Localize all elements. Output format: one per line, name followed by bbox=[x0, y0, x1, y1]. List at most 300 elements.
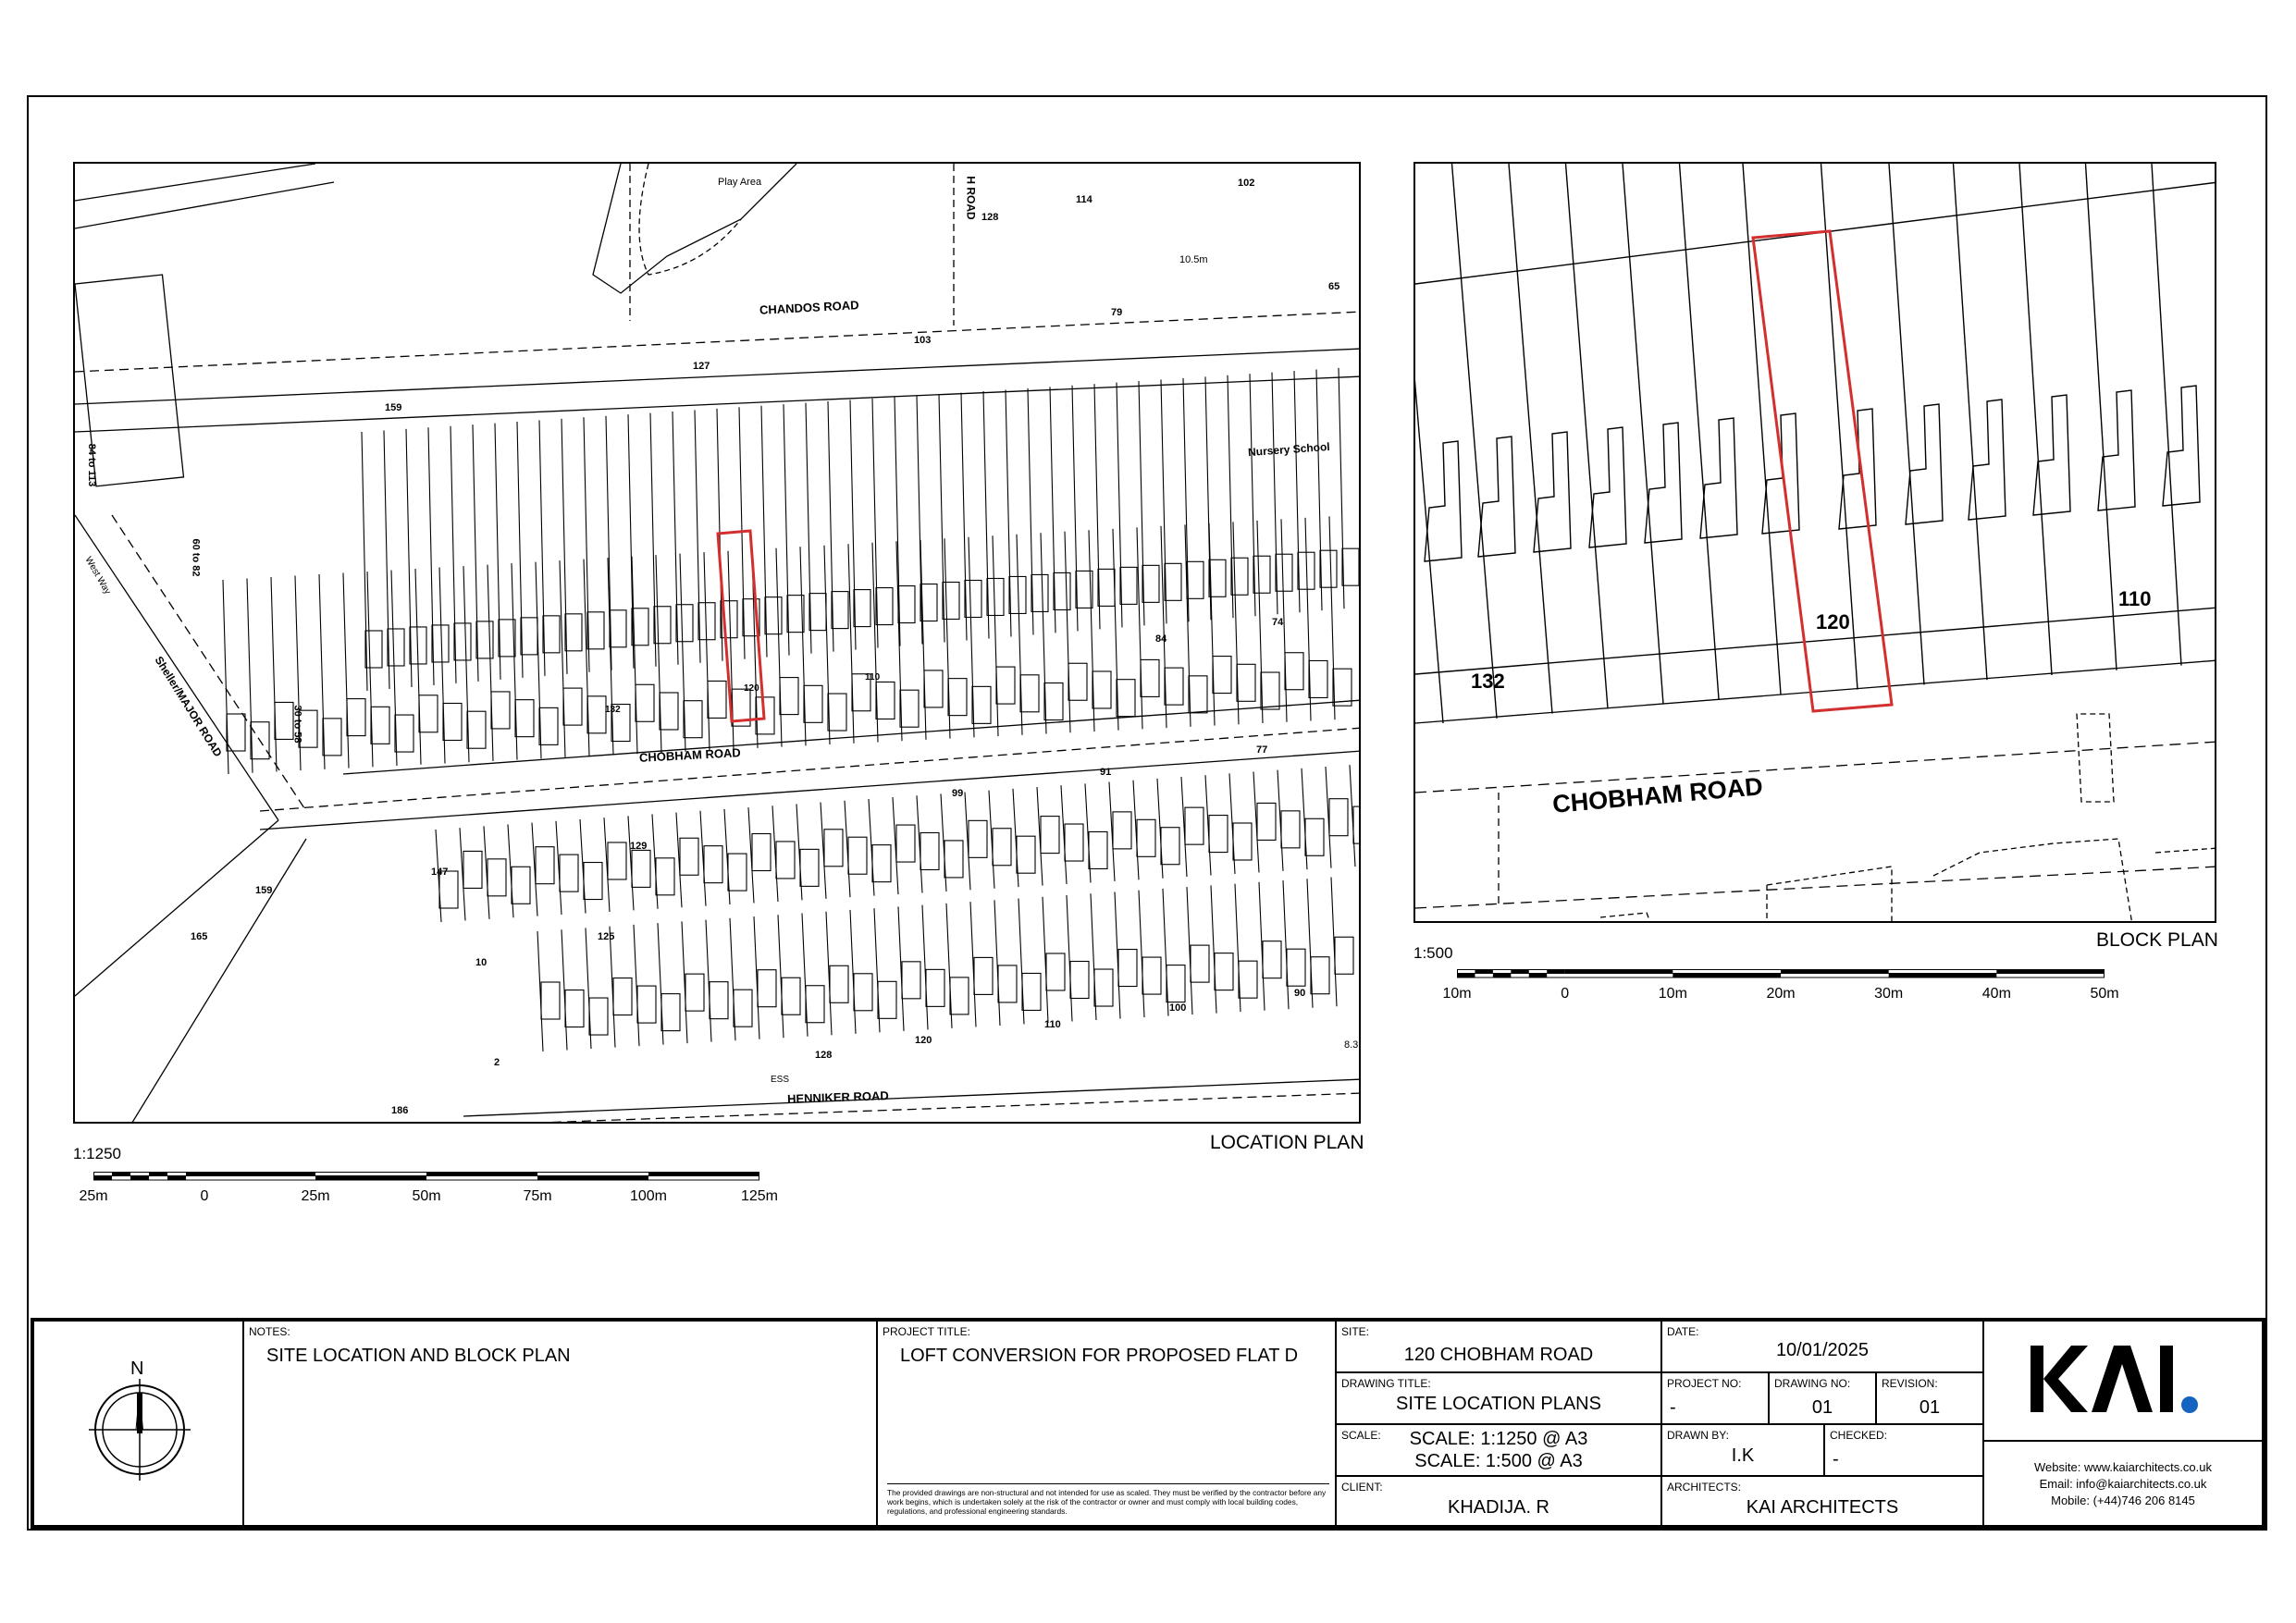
building-footprint bbox=[920, 832, 939, 869]
plot-boundary bbox=[826, 912, 832, 1036]
plot-boundary bbox=[319, 574, 325, 769]
building-footprint bbox=[275, 702, 293, 739]
building-footprint bbox=[661, 994, 680, 1031]
building-footprint bbox=[1165, 563, 1181, 600]
plot-boundary bbox=[586, 928, 591, 1049]
plot-boundary bbox=[1211, 885, 1216, 1013]
building-footprint bbox=[1022, 973, 1041, 1010]
plot-boundary bbox=[872, 543, 878, 743]
building-footprint bbox=[463, 851, 482, 888]
plot-boundary bbox=[415, 569, 421, 765]
plot-boundary bbox=[983, 391, 989, 638]
block-house-120: 120 bbox=[1816, 610, 1850, 633]
plot-boundary bbox=[1133, 781, 1139, 880]
architects-cell bbox=[1660, 1475, 1984, 1527]
building-footprint bbox=[1142, 957, 1161, 994]
plot-boundary bbox=[604, 818, 610, 912]
date-label: DATE: bbox=[1667, 1325, 1699, 1338]
building-footprint bbox=[950, 977, 969, 1014]
site-label: SITE: bbox=[1341, 1325, 1370, 1338]
plot-boundary bbox=[706, 920, 711, 1042]
date-cell bbox=[1660, 1320, 1984, 1373]
drawing-no-label: DRAWING NO: bbox=[1774, 1377, 1851, 1390]
architects-value: KAI ARCHITECTS bbox=[1746, 1497, 1899, 1518]
building-footprint bbox=[347, 699, 365, 736]
plot-boundary bbox=[680, 554, 685, 752]
drawing-title-value: SITE LOCATION PLANS bbox=[1396, 1394, 1601, 1414]
house-10: 10 bbox=[475, 957, 488, 968]
revision-value: 01 bbox=[1919, 1397, 1941, 1418]
plot-boundary bbox=[800, 547, 806, 745]
building-footprint bbox=[632, 850, 650, 887]
building-footprint bbox=[828, 694, 846, 731]
plot-boundary bbox=[517, 422, 523, 678]
plot-boundary bbox=[223, 580, 228, 774]
building-footprint bbox=[1117, 680, 1135, 717]
drawn-by-label: DRAWN BY: bbox=[1667, 1429, 1729, 1442]
plot-boundary bbox=[1157, 779, 1163, 879]
plot-boundary bbox=[824, 546, 830, 744]
scalebar-segment bbox=[130, 1175, 149, 1180]
project-title-cell bbox=[876, 1320, 1337, 1527]
plot-boundary bbox=[1305, 518, 1311, 721]
plot-boundary bbox=[682, 921, 687, 1043]
plot-boundary bbox=[495, 424, 500, 680]
site-value: 120 CHOBHAM ROAD bbox=[1403, 1345, 1594, 1365]
house-102: 102 bbox=[1238, 178, 1255, 189]
plot-boundary bbox=[1017, 535, 1022, 735]
plot-boundary bbox=[1043, 897, 1048, 1023]
plot-boundary bbox=[772, 805, 778, 902]
building-footprint bbox=[1046, 953, 1065, 990]
plot-boundary bbox=[939, 394, 944, 642]
plot-boundary bbox=[1094, 384, 1100, 629]
building-footprint bbox=[1305, 818, 1324, 855]
building-footprint bbox=[854, 974, 872, 1011]
plot-boundary bbox=[271, 577, 277, 771]
building-footprint bbox=[728, 854, 747, 891]
building-footprint bbox=[1068, 663, 1087, 700]
plot-boundary bbox=[460, 828, 465, 920]
scalebar-tick-label: 0 bbox=[200, 1188, 209, 1204]
house-147: 147 bbox=[431, 867, 449, 878]
building-footprint bbox=[584, 863, 602, 900]
building-footprint bbox=[776, 842, 795, 879]
house-100: 100 bbox=[1169, 1002, 1187, 1014]
house-127: 127 bbox=[693, 361, 710, 372]
building-footprint bbox=[752, 834, 771, 871]
plot-boundary bbox=[428, 427, 434, 685]
plot-boundary bbox=[970, 902, 976, 1027]
block-plot-boundary bbox=[1566, 164, 1609, 708]
project-no-label: PROJECT NO: bbox=[1667, 1377, 1742, 1390]
block-house-110: 110 bbox=[2118, 587, 2152, 610]
building-footprint bbox=[804, 685, 822, 722]
plot-boundary bbox=[1209, 523, 1215, 726]
plot-boundary bbox=[1072, 386, 1078, 632]
building-footprint bbox=[587, 612, 604, 649]
house-74: 74 bbox=[1272, 617, 1284, 628]
house-110b: 110 bbox=[1044, 1019, 1061, 1030]
house-159a: 159 bbox=[385, 402, 402, 413]
plot-boundary bbox=[730, 918, 735, 1040]
building-footprint bbox=[1281, 811, 1300, 848]
plot-boundary bbox=[1137, 527, 1142, 729]
drawing-no-value: 01 bbox=[1811, 1397, 1833, 1418]
block-building-footprint bbox=[1969, 400, 2006, 520]
building-footprint bbox=[926, 969, 944, 1006]
scale-label: SCALE: bbox=[1341, 1429, 1381, 1442]
building-footprint bbox=[1031, 574, 1048, 611]
building-footprint bbox=[1287, 949, 1305, 986]
project-title-value: LOFT CONVERSION FOR PROPOSED FLAT D bbox=[900, 1346, 1299, 1366]
nursery-school-label: Nursery School bbox=[1247, 439, 1331, 460]
house-128b: 128 bbox=[815, 1050, 833, 1061]
plot-boundary bbox=[802, 914, 808, 1037]
building-footprint bbox=[467, 711, 486, 748]
plot-boundary bbox=[944, 538, 950, 738]
plot-boundary bbox=[1115, 891, 1120, 1018]
building-footprint bbox=[1189, 676, 1207, 713]
building-footprint bbox=[512, 867, 530, 904]
block-road-label: CHOBHAM ROAD bbox=[1551, 772, 1764, 818]
building-footprint bbox=[1054, 572, 1070, 609]
plot-boundary bbox=[872, 399, 878, 648]
block-plot-boundary bbox=[1743, 164, 1781, 695]
road-north-edge bbox=[1415, 742, 2216, 793]
checked-label: CHECKED: bbox=[1830, 1429, 1888, 1442]
scalebar-segment bbox=[93, 1175, 112, 1180]
building-footprint bbox=[758, 970, 776, 1007]
plot-boundary bbox=[704, 552, 710, 750]
building-footprint bbox=[1113, 812, 1131, 849]
major-road-edge bbox=[75, 515, 278, 820]
building-footprint bbox=[563, 688, 582, 725]
building-footprint bbox=[565, 990, 584, 1027]
house-60to82: 60 to 82 bbox=[190, 538, 202, 577]
building-footprint bbox=[1333, 669, 1352, 706]
plot-boundary bbox=[1139, 891, 1144, 1017]
plot-boundary bbox=[1139, 381, 1144, 625]
plot-boundary bbox=[439, 568, 445, 764]
plot-boundary bbox=[1041, 533, 1046, 733]
scalebar-segment bbox=[1889, 973, 1997, 977]
building-footprint bbox=[432, 625, 449, 662]
block-plot-boundary bbox=[1509, 164, 1552, 714]
plot-boundary bbox=[1331, 878, 1337, 1007]
building-footprint bbox=[734, 990, 752, 1027]
building-footprint bbox=[1209, 559, 1226, 596]
plot-boundary bbox=[806, 403, 811, 654]
disclaimer-text: The provided drawings are non-structural and not intended for use as scaled. They must be verified by the contractor before any work begins, which is undertaken solely at the risk of the contractor or owner and must comply with local building codes, regulations, and professional engineering standards. bbox=[887, 1483, 1329, 1516]
building-footprint bbox=[969, 820, 987, 857]
building-footprint bbox=[898, 586, 915, 623]
scalebar-tick-label: 25m bbox=[79, 1188, 108, 1204]
plot-boundary bbox=[512, 563, 517, 760]
building-footprint bbox=[710, 982, 728, 1019]
plot-boundary bbox=[1278, 770, 1283, 871]
title-block bbox=[31, 1318, 2265, 1529]
frontage-line bbox=[1415, 660, 2216, 723]
building-footprint bbox=[637, 986, 656, 1023]
building-footprint bbox=[499, 620, 515, 657]
house-165: 165 bbox=[191, 931, 208, 942]
plot-boundary bbox=[610, 927, 615, 1048]
block-plot-boundary bbox=[2086, 164, 2117, 670]
block-plot-boundary bbox=[1415, 164, 1443, 723]
road-h-label: H ROAD bbox=[964, 176, 978, 220]
plot-boundary bbox=[1257, 521, 1263, 723]
building-footprint bbox=[1285, 653, 1303, 690]
plot-boundary bbox=[695, 410, 700, 662]
house-65: 65 bbox=[1328, 281, 1340, 292]
block-plan-drawing bbox=[1415, 164, 2216, 923]
plot-boundary bbox=[628, 816, 634, 910]
scalebar-segment bbox=[1493, 973, 1511, 977]
plot-boundary bbox=[1161, 379, 1167, 623]
north-arrow-icon bbox=[89, 1379, 191, 1481]
plot-boundary bbox=[1065, 532, 1070, 732]
building-footprint bbox=[1239, 961, 1257, 998]
building-footprint bbox=[872, 845, 891, 882]
plot-boundary bbox=[1272, 373, 1278, 615]
plot-boundary bbox=[1085, 783, 1091, 882]
contact-cell bbox=[1982, 1440, 2264, 1527]
building-footprint bbox=[824, 830, 843, 867]
scalebar-tick-label: 50m bbox=[2090, 986, 2119, 1002]
plot-boundary bbox=[451, 426, 456, 683]
plot-boundary bbox=[700, 811, 706, 906]
plot-boundary bbox=[658, 923, 663, 1044]
building-footprint bbox=[610, 610, 626, 647]
client-label: CLIENT: bbox=[1341, 1481, 1383, 1494]
scalebar-segment bbox=[1457, 973, 1475, 977]
building-footprint bbox=[972, 686, 991, 723]
building-footprint bbox=[1261, 672, 1279, 709]
building-footprint bbox=[676, 605, 693, 642]
scale-cell bbox=[1335, 1423, 1662, 1477]
building-footprint bbox=[589, 998, 608, 1035]
building-footprint bbox=[1165, 668, 1183, 705]
house-90: 90 bbox=[1294, 988, 1306, 999]
plot-boundary bbox=[922, 905, 928, 1030]
scale-value-2: SCALE: 1:500 @ A3 bbox=[1414, 1451, 1583, 1471]
building-footprint bbox=[685, 974, 704, 1011]
building-footprint bbox=[636, 684, 654, 721]
plot-boundary bbox=[537, 931, 543, 1051]
plot-boundary bbox=[1006, 389, 1011, 636]
block-building-footprint bbox=[1425, 441, 1462, 561]
block-plot-boundary bbox=[2019, 164, 2052, 675]
building-footprint bbox=[521, 618, 537, 655]
plot-boundary bbox=[946, 904, 952, 1028]
plot-boundary bbox=[1229, 773, 1235, 874]
building-footprint bbox=[1276, 554, 1292, 591]
building-footprint bbox=[998, 965, 1017, 1002]
plot-boundary bbox=[362, 432, 367, 691]
plot-boundary bbox=[584, 417, 589, 672]
building-footprint bbox=[488, 859, 506, 896]
building-footprint bbox=[419, 695, 438, 732]
building-footprint bbox=[965, 580, 981, 617]
plot-boundary bbox=[539, 420, 545, 675]
plot-boundary bbox=[1326, 767, 1331, 868]
house-120: 120 bbox=[744, 683, 759, 694]
plot-boundary bbox=[776, 548, 782, 747]
client-value: KHADIJA. R bbox=[1447, 1497, 1550, 1518]
plot-boundary bbox=[628, 414, 634, 669]
plot-boundary bbox=[391, 571, 397, 766]
building-footprint bbox=[1120, 567, 1137, 604]
plot-boundary bbox=[1161, 526, 1167, 728]
notes-value: SITE LOCATION AND BLOCK PLAN bbox=[266, 1346, 571, 1366]
kai-logo bbox=[2031, 1338, 2234, 1421]
building-footprint bbox=[996, 667, 1015, 704]
building-footprint bbox=[948, 679, 967, 716]
house-120b: 120 bbox=[915, 1035, 932, 1046]
plot-boundary bbox=[632, 557, 637, 755]
plot-boundary bbox=[1228, 375, 1233, 619]
block-building-footprint bbox=[1906, 404, 1943, 524]
plot-boundary bbox=[796, 804, 802, 900]
house-159b: 159 bbox=[255, 885, 273, 896]
house-99: 99 bbox=[952, 788, 964, 799]
north-label: N bbox=[130, 1359, 144, 1379]
plot-boundary bbox=[406, 429, 412, 687]
building-footprint bbox=[878, 981, 896, 1018]
building-footprint bbox=[371, 707, 389, 744]
plot-boundary bbox=[367, 572, 373, 767]
plot-boundary bbox=[1205, 376, 1211, 620]
building-footprint bbox=[565, 614, 582, 651]
house-91: 91 bbox=[1100, 767, 1112, 778]
scalebar-tick-label: 40m bbox=[1981, 986, 2011, 1002]
building-footprint bbox=[900, 690, 919, 727]
building-footprint bbox=[902, 962, 920, 999]
plot-boundary bbox=[874, 908, 880, 1032]
building-footprint bbox=[395, 715, 414, 752]
location-plan-drawing bbox=[75, 164, 1361, 1124]
plot-boundary bbox=[1339, 368, 1344, 609]
building-footprint bbox=[491, 692, 510, 729]
house-186: 186 bbox=[391, 1105, 409, 1116]
plot-boundary bbox=[754, 916, 759, 1039]
plot-boundary bbox=[850, 910, 856, 1034]
play-area-label: Play Area bbox=[718, 177, 762, 188]
chobham-road-label: CHOBHAM ROAD bbox=[638, 745, 742, 765]
plot-boundary bbox=[560, 560, 565, 757]
project-no-value: - bbox=[1670, 1397, 1676, 1418]
building-footprint bbox=[1118, 950, 1137, 987]
plot-boundary bbox=[1235, 884, 1241, 1013]
scalebar-segment bbox=[167, 1175, 186, 1180]
plot-boundary bbox=[606, 416, 611, 670]
building-footprint bbox=[987, 578, 1004, 615]
house-84to113: 84 to 113 bbox=[86, 443, 98, 487]
house-103: 103 bbox=[914, 335, 932, 346]
building-footprint bbox=[704, 846, 722, 883]
scalebar-tick-label: 20m bbox=[1766, 986, 1796, 1002]
building-footprint bbox=[1342, 548, 1359, 585]
building-footprint bbox=[1137, 819, 1155, 856]
block-building-footprint bbox=[1534, 432, 1571, 552]
building-footprint bbox=[1041, 817, 1059, 854]
plot-boundary bbox=[673, 412, 678, 665]
building-footprint bbox=[800, 849, 819, 886]
plot-boundary bbox=[1028, 388, 1033, 635]
building-footprint bbox=[1142, 565, 1159, 602]
plot-boundary bbox=[1061, 785, 1067, 884]
plot-boundary bbox=[845, 801, 850, 897]
plot-boundary bbox=[1018, 899, 1024, 1025]
building-footprint bbox=[1353, 806, 1361, 843]
plot-boundary bbox=[532, 823, 537, 916]
plot-boundary bbox=[384, 430, 389, 689]
building-footprint bbox=[974, 957, 993, 994]
west-way-label: West Way bbox=[82, 555, 113, 596]
plot-boundary bbox=[488, 565, 493, 761]
plot-boundary bbox=[1259, 882, 1265, 1011]
plot-boundary bbox=[473, 424, 478, 682]
building-footprint bbox=[680, 838, 698, 875]
building-footprint bbox=[1311, 957, 1329, 994]
plot-boundary bbox=[893, 797, 898, 894]
plot-boundary bbox=[247, 579, 253, 773]
plot-boundary bbox=[869, 799, 874, 896]
north-terrace-plots bbox=[223, 368, 1361, 1051]
block-plot-boundary bbox=[1680, 164, 1720, 699]
location-plan-caption: LOCATION PLAN bbox=[1210, 1132, 1364, 1153]
logo-cell bbox=[1982, 1320, 2264, 1442]
block-plot-boundary bbox=[2152, 164, 2181, 666]
plot-boundary bbox=[1089, 530, 1094, 732]
building-footprint bbox=[708, 681, 726, 718]
building-footprint bbox=[1141, 659, 1159, 696]
building-footprint bbox=[1167, 965, 1185, 1002]
plot-boundary bbox=[969, 537, 974, 738]
mobile-text: Mobile: (+44)746 206 8145 bbox=[2051, 1494, 2195, 1507]
plot-boundary bbox=[608, 558, 613, 755]
block-plan-scalebar bbox=[1457, 969, 2105, 984]
scalebar-tick-label: 10m bbox=[1658, 986, 1687, 1002]
henniker-road-label: HENNIKER ROAD bbox=[786, 1088, 890, 1106]
plot-boundary bbox=[1183, 378, 1189, 621]
plot-boundary bbox=[1283, 880, 1289, 1009]
building-footprint bbox=[876, 588, 893, 625]
house-128a: 128 bbox=[981, 212, 999, 223]
plot-boundary bbox=[1250, 374, 1255, 616]
house-110a: 110 bbox=[865, 672, 881, 682]
plot-boundary bbox=[965, 793, 970, 891]
building-footprint bbox=[388, 629, 404, 666]
block-plan-scale-label: 1:500 bbox=[1413, 944, 1453, 962]
scalebar-tick-label: 10m bbox=[1442, 986, 1472, 1002]
location-plan-scalebar bbox=[93, 1172, 759, 1187]
house-77: 77 bbox=[1256, 744, 1268, 756]
house-114: 114 bbox=[1076, 194, 1092, 205]
plot-boundary bbox=[634, 925, 639, 1046]
checked-cell bbox=[1823, 1423, 1984, 1477]
building-footprint bbox=[1089, 831, 1107, 868]
plot-boundary bbox=[1294, 371, 1300, 612]
plot-boundary bbox=[850, 400, 856, 649]
building-footprint bbox=[782, 977, 800, 1014]
building-footprint bbox=[993, 829, 1011, 866]
building-footprint bbox=[1213, 657, 1231, 694]
building-footprint bbox=[587, 696, 606, 733]
scalebar-tick-label: 75m bbox=[523, 1188, 552, 1204]
plot-boundary bbox=[748, 807, 754, 903]
